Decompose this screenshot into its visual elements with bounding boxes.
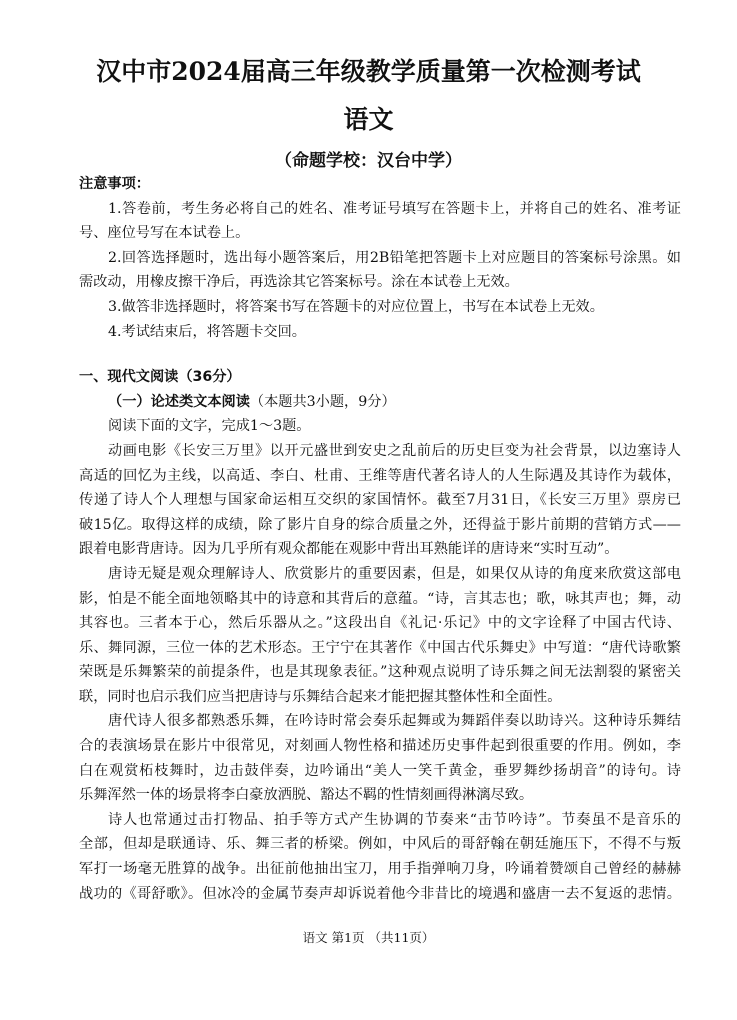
passage [79,439,681,906]
passage-line: 破15亿。取得这样的成绩，除了影片自身的综合质量之外，还得益于影片前期的营销方式—— [79,516,681,533]
page-body [79,172,681,906]
passage-line: 全部，但却是联通诗、乐、舞三者的桥梁。例如，中风后的哥舒翰在朝廷施压下，不得不与叛 [79,836,681,853]
exam-subject: 语文 [343,105,394,134]
passage-line: 乐舞浑然一体的场景将李白豪放洒脱、豁达不羁的性情刻画得淋漓尽致。 [79,787,534,804]
notice-line: 4.考试结束后，将答题卡交回。 [108,323,306,340]
section-heading: 一、现代文阅读（36分） [79,369,241,386]
notice-line: 2.回答选择题时，选出每小题答案后，用2B铅笔把答题卡上对应题目的答案标号涂黑。如 [108,249,681,266]
subsection-note: （本题共3小题，9分） [249,393,396,410]
subsection-heading [79,390,681,415]
passage-line: 军打一场毫无胜算的战争。出征前他抽出宝刀，用手指弹响刀身，吟诵着赞颂自己曾经的赫赫 [79,861,681,878]
passage-line: 唐代诗人很多都熟悉乐舞，在吟诗时常会奏乐起舞或为舞蹈伴奏以助诗兴。这种诗乐舞结 [108,713,681,730]
notice-line: 需改动，用橡皮擦干净后，再选涂其它答案标号。涂在本试卷上无效。 [79,274,519,291]
setting-school: （命题学校：汉台中学） [275,151,462,171]
passage-line: 动画电影《长安三万里》以开元盛世到安史之乱前后的历史巨变为社会背景，以边塞诗人 [108,442,681,459]
passage-line: 影，怕是不能全面地领略其中的诗意和其背后的意蕴。“诗，言其志也；歌，咏其声也；舞，动 [79,590,681,607]
passage-line: 联，同时也启示我们应当把唐诗与乐舞结合起来才能把握其整体性和全面性。 [79,688,562,705]
passage-line: 传递了诗人个人理想与国家命运相互交织的家国情怀。截至7月31日，《长安三万里》票房已 [79,492,681,509]
notice-line: 3.做答非选择题时，将答案书写在答题卡的对应位置上，书写在本试卷上无效。 [108,298,604,315]
passage-line: 其容也。三者本于心，然后乐器从之。”这段出自《礼记·乐记》中的文字诠释了中国古代诗、 [79,615,681,632]
passage-line: 合的表演场景在影片中很常见，对刻画人物性格和描述历史事件起到很重要的作用。例如，李 [79,738,681,755]
page-footer: 语文 第1页 （共11页） [302,930,435,945]
passage-line: 唐诗无疑是观众理解诗人、欣赏影片的重要因素，但是，如果仅从诗的角度来欣赏这部电 [108,565,681,582]
exam-title: 汉中市2024届高三年级教学质量第一次检测考试 [96,57,641,86]
passage-line: 高适的回忆为主线，以高适、李白、杜甫、王维等唐代著名诗人的人生际遇及其诗作为载体， [79,467,681,484]
passage-line: 白在观赏柘枝舞时，边击鼓伴奏，边吟诵出“美人一笑千黄金，垂罗舞纱扬胡音”的诗句。诗 [79,762,681,779]
passage-line: 跟着电影背唐诗。因为几乎所有观众都能在观影中背出耳熟能详的唐诗来“实时互动”。 [79,541,619,558]
passage-line: 乐、舞同源，三位一体的艺术形态。王宁宁在其著作《中国古代乐舞史》中写道：“唐代诗歌繁 [79,639,681,656]
instruction: 阅读下面的文字，完成1～3题。 [108,418,311,435]
notice-line: 号、座位号写在本试卷上。 [79,225,250,242]
passage-line: 战功的《哥舒歌》。但冰冷的金属节奏声却诉说着他今非昔比的境遇和盛唐一去不复返的悲情。 [79,885,681,902]
notice-heading: 注意事项： [79,176,150,192]
passage-line: 荣既是乐舞繁荣的前提条件，也是其现象表征。”这种观点说明了诗乐舞之间无法割裂的紧密关 [79,664,681,681]
passage-line: 诗人也常通过击打物品、拍手等方式产生协调的节奏来“击节吟诗”。节奏虽不是音乐的 [108,811,681,828]
subsection-title: （一）论述类文本阅读 [108,393,250,410]
notice-line: 1.答卷前，考生务必将自己的姓名、准考证号填写在答题卡上，并将自己的姓名、准考证 [108,200,681,217]
